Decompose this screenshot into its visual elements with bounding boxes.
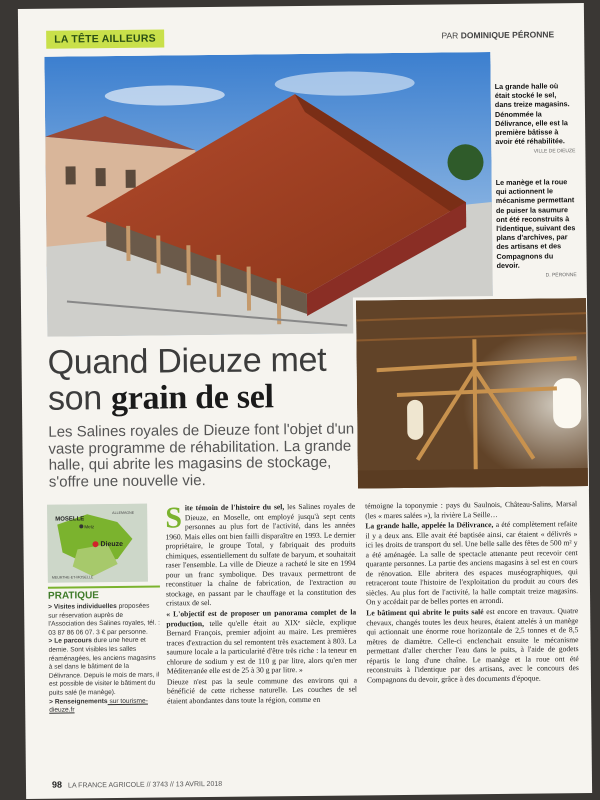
- caption-manege-credit: D. PÉRONNE: [545, 272, 577, 279]
- page-footer: [52, 778, 222, 790]
- section-rubric: LA TÊTE AILLEURS: [46, 29, 164, 48]
- caption-grande-halle: [495, 81, 576, 157]
- pratique-item-visites-label: > Visites individuelles: [48, 602, 117, 611]
- article-standfirst: Les Salines royales de Dieuze font l'objet d'un vaste programme de réhabilitation. La grande halle, qui abrite les magasins de stockage, s'offre une nouvelle vie.: [48, 420, 355, 491]
- pratique-item-parcours-label: > Le parcours: [48, 637, 92, 646]
- pratique-item-renseignements: [49, 697, 161, 715]
- map-label-moselle: MOSELLE: [55, 516, 85, 523]
- caption-manege: [496, 177, 577, 281]
- article-column-2: [365, 499, 579, 686]
- col1-lead-bold: ite témoin de l'histoire du sel,: [184, 502, 285, 513]
- caption-manege-text: Le manège et la roue qui actionnent le mécanisme permettant de puiser la saumure ont été reconstruits à l'identique, suivant des plans d'archives, par des artisans et des Compagnons du devoir.: [495, 177, 576, 270]
- sidebar: [47, 504, 162, 775]
- pratique-item-parcours-text: dure une heure et demie. Sont visibles les salles réaménagées, les anciens magasins à sel dans le bâtiment de la Délivrance. Depuis le mois de mars, il est possible de visiter le bâtiment du puits salé (le manège).: [48, 637, 160, 697]
- col1-paragraph-1: [165, 501, 356, 608]
- photo-manege: [353, 295, 591, 491]
- drop-cap: S: [165, 501, 183, 535]
- pratique-item-visites-text: proposées sur réservation auprès de l'Association des Salines royales, tél. : 03 87 86 06 07. 3 € par personne.: [48, 602, 160, 637]
- caption-grande-halle-text: La grande halle où était stocké le sel, dans treize magasins. Dénommée la Délivrance, elle est la première bâtisse à avoir été réhabilitée.: [494, 81, 570, 147]
- headline-line2-bold: grain de sel: [110, 378, 274, 418]
- byline: [441, 29, 554, 40]
- pratique-item-renseignements-label: > Renseignements: [49, 697, 108, 706]
- photo-grande-halle-image: [44, 52, 493, 337]
- article-headline: [47, 341, 378, 417]
- col1-quote-bold: « L'objectif est de proposer un panorama complet de la production,: [166, 607, 357, 629]
- map-label-dieuze: Dieuze: [100, 540, 124, 549]
- pratique-item-renseignements-link[interactable]: sur tourisme-dieuze.fr: [49, 697, 148, 714]
- col2-subhead-puits: Le bâtiment qui abrite le puits salé: [366, 607, 484, 618]
- photo-manege-image: [356, 298, 591, 491]
- pratique-text: [48, 603, 161, 716]
- headline-line1: Quand Dieuze met: [47, 340, 327, 382]
- col2-p3-text: est encore en travaux. Quatre chevaux, changés toutes les deux heures, étaient attelés à un manège qui actionnait une énorme roue horizontale de 2,5 tonnes et de 8,5 mètres de diamètre. Celle-ci enclenchait ensuite le mécanisme permettant d'aller chercher l'eau dans le puits, à l'aide de godets répartis le long d'une chaîne. Le manège et la roue ont été reconstruits à l'identique par des artisans, avec le concours des Compagnons du devoir, grâce à des documents d'époque.: [366, 606, 579, 685]
- col2-paragraph-2: [365, 519, 578, 607]
- pratique-title: PRATIQUE: [48, 586, 160, 602]
- col1-paragraph-2: [166, 607, 357, 676]
- page-number: 98: [51, 779, 63, 790]
- footer-publication: LA FRANCE AGRICOLE // 3743 // 13 AVRIL 2018: [67, 780, 223, 790]
- byline-author: DOMINIQUE PÉRONNE: [460, 29, 555, 41]
- headline-line2-prefix: son: [47, 379, 112, 418]
- col1-p1-text: les Salines royales de Dieuze, en Moselle, ont employé jusqu'à sept cents personnes au plus fort de l'activité, dans les années 1960. Mais elles ont bien failli disparaître en 1993. Le dernier propriétaire, le groupe Total, y fabriquait des produits chimiques, essentiellement du sulfate de baryum, et souhaitait raser l'ensemble. La ville de Dieuze a racheté le site en 1994 pour un franc symbolique. Des travaux permettront de reconstituer la chaîne de fabrication, de l'extraction au stockage, en passant par le chauffage et la constitution des cristaux de sel.: [165, 501, 357, 608]
- magazine-page: [18, 3, 592, 799]
- location-map-graphic: [47, 504, 148, 583]
- caption-grande-halle-credit: VILLE DE DIEUZE: [533, 148, 576, 156]
- col2-p2-text: a été complètement refaite il y a deux ans. Elle avait été baptisée ainsi, car étaient « délivrés » ici les droits de transport du sel. Une belle salle des fêtes de 500 m² y a été aménagée. La salle de spectacle attenante peut recevoir cent quarante personnes. La partie des anciens magasins à sel est en cours de rénovation. Elle abritera des espaces muséographiques, qui retraceront toute l'histoire de l'exploitation du produit au cours des siècles. Au plus fort de l'activité, la halle comptait treize magasins. On y accédait par de belles portes en arrondi.: [365, 519, 579, 607]
- col2-subhead-delivrance: La grande halle, appelée la Délivrance,: [365, 520, 494, 531]
- article-column-1: [165, 501, 357, 706]
- pratique-item-parcours: [48, 637, 161, 698]
- map-label-meurthe: MEURTHE-ET-MOSELLE: [51, 575, 94, 580]
- col1-p2-text: telle qu'elle était au XIXᵉ siècle, explique Bernard François, premier adjoint au maire. Les premières traces d'extraction du sel remontent très exactement à 803. La saumure locale a la particularité d'être très riche : la teneur en chlorure de sodium y est de 110 g par litre, alors qu'en mer Méditerranée elle est de 25 à 30 g par litre. »: [166, 617, 357, 676]
- location-map: [47, 504, 148, 583]
- map-label-metz: Metz: [84, 524, 95, 530]
- col2-paragraph-1: témoigne la toponymie : pays du Saulnois, Château-Salins, Marsal (les « mares salées »), la rivière La Seille…: [365, 499, 578, 520]
- map-label-allemagne: ALLEMAGNE: [112, 510, 135, 516]
- photo-grande-halle: [44, 52, 493, 337]
- col1-paragraph-3: Dieuze n'est pas la seule commune des environs qui a bénéficié de cette richesse naturelle. Les couches de sel étaient abondantes dans toute la région, comme en: [166, 675, 358, 706]
- col2-paragraph-3: [366, 606, 579, 685]
- pratique-item-visites: [48, 603, 160, 639]
- byline-prefix: PAR: [441, 30, 459, 41]
